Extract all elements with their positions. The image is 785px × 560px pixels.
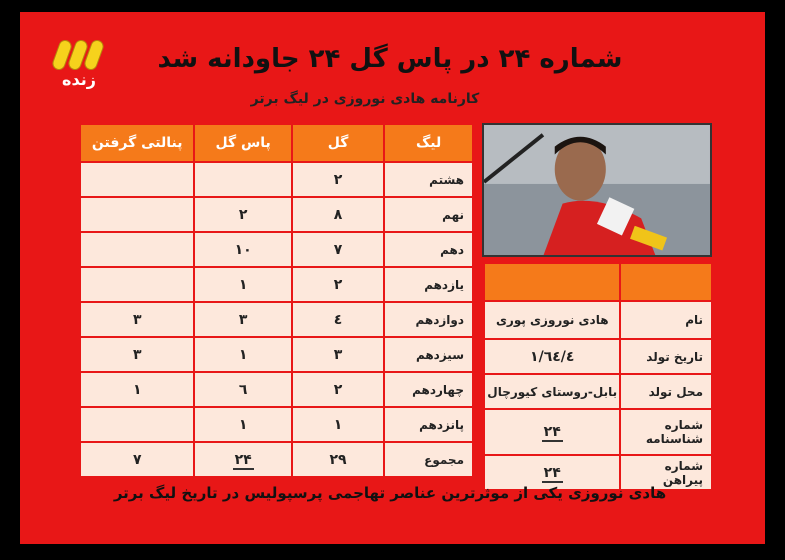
- info-label: نام: [620, 301, 712, 339]
- table-row: [484, 301, 712, 339]
- info-value: [484, 409, 620, 455]
- cell-league: هشتم: [384, 162, 473, 197]
- cell-goals: ۲: [292, 162, 384, 197]
- table-row: [80, 337, 473, 372]
- cell-penalties: ۱: [80, 372, 194, 407]
- cell-penalties: [80, 232, 194, 267]
- channel-logo-text: زنده: [62, 70, 96, 89]
- page-title: شماره ۲۴ در پاس گل ۲۴ جاودانه شد: [157, 44, 623, 74]
- cell-assists: ۱۰: [194, 232, 291, 267]
- info-label: محل تولد: [620, 374, 712, 409]
- table-row: [80, 302, 473, 337]
- player-photo-image: [484, 125, 710, 257]
- cell-penalties: [80, 267, 194, 302]
- cell-total-goals: ۲۹: [292, 442, 384, 477]
- table-row: [80, 232, 473, 267]
- cell-assists: ۱: [194, 407, 291, 442]
- shirt-number-value: ۲۴: [543, 464, 561, 481]
- cell-league: پانزدهم: [384, 407, 473, 442]
- cell-goals: ۳: [292, 337, 384, 372]
- cell-penalties: [80, 407, 194, 442]
- header-goals: گل: [292, 124, 384, 162]
- info-header-right: [484, 263, 620, 301]
- table-row: [484, 339, 712, 374]
- cell-assists: ۱: [194, 337, 291, 372]
- cell-assists: ٦: [194, 372, 291, 407]
- total-assists-value: ۲۴: [234, 451, 252, 468]
- cell-penalties: ۳: [80, 337, 194, 372]
- cell-league: دوازدهم: [384, 302, 473, 337]
- cell-assists: ۲: [194, 197, 291, 232]
- stats-header-row: [80, 124, 473, 162]
- info-value: بابل-روستای کیورچال: [484, 374, 620, 409]
- table-row: [80, 162, 473, 197]
- table-row: [484, 409, 712, 455]
- cell-goals: ۱: [292, 407, 384, 442]
- info-value: هادی نوروزی پوری: [484, 301, 620, 339]
- info-value: ٦٤/٤/۱: [484, 339, 620, 374]
- table-row: [80, 267, 473, 302]
- table-row: [80, 197, 473, 232]
- info-table: [483, 262, 713, 491]
- info-header-left: [620, 263, 712, 301]
- page-subtitle: کارنامه هادی نوروزی در لیگ برتر: [250, 91, 480, 107]
- total-row: [80, 442, 473, 477]
- id-number-value: ۲۴: [543, 424, 561, 440]
- cell-league: سیزدهم: [384, 337, 473, 372]
- cell-total-penalties: ۷: [80, 442, 194, 477]
- info-label: شماره شناسنامه: [620, 409, 712, 455]
- cell-goals: ۸: [292, 197, 384, 232]
- cell-assists: ۱: [194, 267, 291, 302]
- cell-goals: ٤: [292, 302, 384, 337]
- cell-goals: ۷: [292, 232, 384, 267]
- cell-goals: ۲: [292, 372, 384, 407]
- cell-penalties: [80, 197, 194, 232]
- table-row: [80, 372, 473, 407]
- stats-table: [79, 123, 474, 478]
- cell-total-label: مجموع: [384, 442, 473, 477]
- table-row: [484, 374, 712, 409]
- header-penalties: پنالتی گرفتن: [80, 124, 194, 162]
- header-league: لیگ: [384, 124, 473, 162]
- player-photo: [482, 123, 712, 257]
- footer-caption: هادی نوروزی یکی از موثرترین عناصر تهاجمی پرسپولیس در تاریخ لیگ برتر: [113, 484, 667, 502]
- info-header-row: [484, 263, 712, 301]
- cell-assists: [194, 162, 291, 197]
- cell-league: نهم: [384, 197, 473, 232]
- table-row: [80, 407, 473, 442]
- cell-total-assists: [194, 442, 291, 477]
- cell-league: یازدهم: [384, 267, 473, 302]
- cell-league: دهم: [384, 232, 473, 267]
- cell-penalties: [80, 162, 194, 197]
- cell-penalties: ۳: [80, 302, 194, 337]
- cell-league: چهاردهم: [384, 372, 473, 407]
- cell-goals: ۲: [292, 267, 384, 302]
- info-label: تاریخ تولد: [620, 339, 712, 374]
- cell-assists: ۳: [194, 302, 291, 337]
- header-assists: پاس گل: [194, 124, 291, 162]
- info-label: شماره پیراهن: [620, 455, 712, 490]
